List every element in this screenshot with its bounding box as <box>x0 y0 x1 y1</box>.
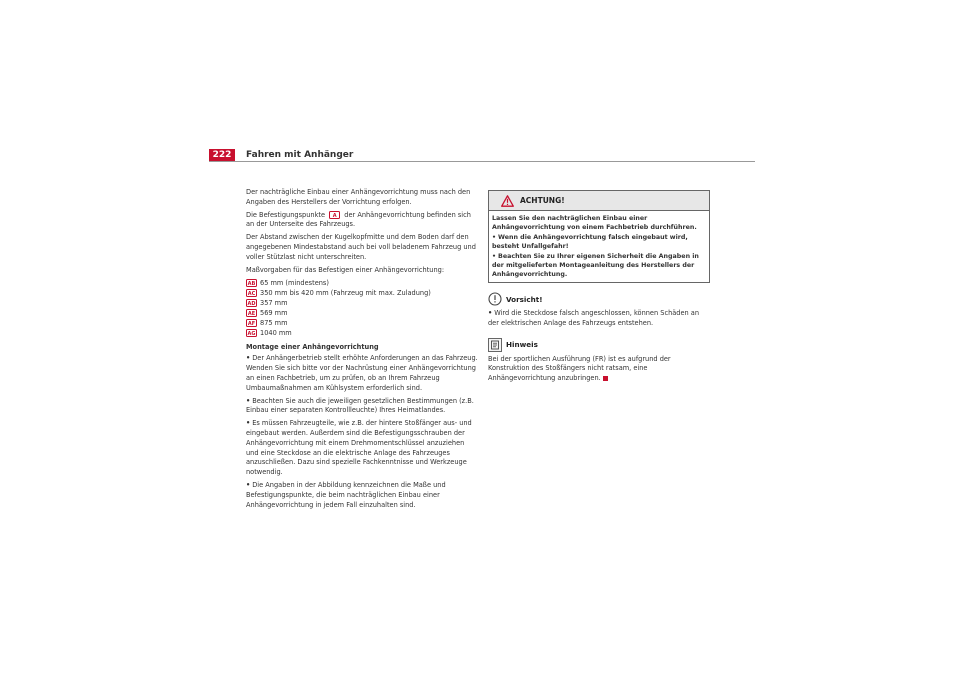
measure-item <box>246 278 478 288</box>
measure-badge: AD <box>247 301 256 308</box>
bullet-icon: • <box>488 309 493 317</box>
measures-intro: Maßvorgaben für das Befestigen einer Anhängevorrichtung: <box>246 265 445 274</box>
measure-item <box>246 308 478 318</box>
montage-bullet <box>246 481 478 510</box>
hint-icon <box>488 338 502 352</box>
note-icon <box>490 340 500 350</box>
bullet-text: Der Anhängerbetrieb stellt erhöhte Anforderungen an das Fahrzeug. Wenden Sie sich bitte vor der Nachrüstung einer Anhängevorrichtung an einen Fachbetrieb, um zu prüfen, ob an Ihrem Fahrzeug Umbaumaßnahmen am Kühlsystem erforderlich sind. <box>246 354 478 392</box>
measure-badge: AB <box>247 281 256 288</box>
page-number: 222 <box>209 149 235 162</box>
warning-title: ACHTUNG! <box>520 196 565 205</box>
fixing-text-after: der Anhängevorrichtung befinden sich an der Unterseite des Fahrzeugs. <box>246 210 471 229</box>
montage-bullet <box>246 354 478 393</box>
measure-value: 1040 mm <box>260 329 292 338</box>
montage-section-title: Montage einer Anhängevorrichtung <box>246 343 379 352</box>
fixing-points-paragraph <box>246 211 478 231</box>
bullet-text: Wird die Steckdose falsch angeschlossen, können Schäden an der elektrischen Anlage des Fahrzeugs entstehen. <box>488 309 700 327</box>
bullet-text: Es müssen Fahrzeugteile, wie z.B. der hintere Stoßfänger aus- und eingebaut werden. Außerdem sind die Befestigungsschrauben der Anhängevorrichtung mit einem Drehmomentschlüssel anzuziehen und eine Steckdose an die elektrische Anlage des Fahrzeuges anzuschließen. Dazu sind spezielle Fachkenntnisse und Werkzeuge notwendig. <box>246 419 472 477</box>
measure-badge: AC <box>247 291 256 298</box>
right-column <box>488 190 710 387</box>
measure-badge: AF <box>247 321 256 328</box>
left-column <box>246 188 478 513</box>
bullet-text: Beachten Sie zu Ihrer eigenen Sicherheit die Angaben in der mitgelieferten Montageanleitung des Herstellers der Anhängevorrichtung. <box>492 253 699 278</box>
header-rule <box>209 161 755 162</box>
bullet-text: Wenn die Anhängevorrichtung falsch eingebaut wird, besteht Unfallgefahr! <box>492 234 688 250</box>
measure-list <box>246 278 478 338</box>
warning-box <box>488 190 710 283</box>
hint-text <box>488 355 710 384</box>
chapter-title: Fahren mit Anhänger <box>246 150 354 160</box>
bullet-icon: • <box>246 419 251 428</box>
measure-badge: AG <box>247 331 256 338</box>
measure-item <box>246 328 478 338</box>
warning-header <box>489 191 709 211</box>
warning-bullet <box>492 252 706 279</box>
caution-header <box>488 292 710 306</box>
end-of-section-icon <box>603 376 608 381</box>
bullet-icon: • <box>246 354 251 363</box>
measure-value: 357 mm <box>260 299 288 308</box>
caution-title: Vorsicht! <box>506 294 543 304</box>
caution-text <box>488 309 710 329</box>
montage-bullet <box>246 397 478 417</box>
caution-icon <box>488 292 502 306</box>
measure-item <box>246 298 478 308</box>
hint-body: Bei der sportlichen Ausführung (FR) ist es aufgrund der Konstruktion des Stoßfängers nicht ratsam, eine Anhängevorrichtung anzubringen. <box>488 354 671 383</box>
bullet-icon: • <box>246 480 251 489</box>
hint-title: Hinweis <box>506 340 538 350</box>
measure-item <box>246 318 478 328</box>
distance-paragraph: Der Abstand zwischen der Kugelkopfmitte und dem Boden darf den angegebenen Mindestabstand auch bei voll beladenem Fahrzeug und voller Stützlast nicht unterschreiten. <box>246 233 476 261</box>
montage-bullet <box>246 419 478 478</box>
warning-triangle-icon <box>501 195 514 207</box>
measure-value: 350 mm bis 420 mm (Fahrzeug mit max. Zuladung) <box>260 289 431 298</box>
bullet-icon: • <box>246 396 251 405</box>
bullet-text: Die Angaben in der Abbildung kennzeichnen die Maße und Befestigungspunkte, die beim nachträglichen Einbau einer Anhängevorrichtung in jedem Fall einzuhalten sind. <box>246 480 446 509</box>
measure-value: 569 mm <box>260 309 288 318</box>
warning-intro: Lassen Sie den nachträglichen Einbau einer Anhängevorrichtung von einem Fachbetrieb durchführen. <box>492 215 697 231</box>
bullet-icon: • <box>492 253 497 260</box>
measure-value: 65 mm (mindestens) <box>260 279 329 288</box>
hint-header <box>488 338 710 352</box>
fixing-text-before: Die Befestigungspunkte <box>246 210 326 219</box>
bullet-icon: • <box>492 234 497 241</box>
measure-badge: AE <box>247 311 256 318</box>
intro-paragraph: Der nachträgliche Einbau einer Anhängevorrichtung muss nach den Angaben des Herstellers der Vorrichtung erfolgen. <box>246 188 471 206</box>
bullet-text: Beachten Sie auch die jeweiligen gesetzlichen Bestimmungen (z.B. Einbau einer separaten Kontrollleuchte) Ihres Heimatlandes. <box>246 396 474 415</box>
measure-value: 875 mm <box>260 319 288 328</box>
warning-bullet <box>492 233 706 251</box>
warning-body <box>489 211 709 282</box>
fixing-point-badge: A <box>329 211 340 219</box>
measure-item <box>246 288 478 298</box>
